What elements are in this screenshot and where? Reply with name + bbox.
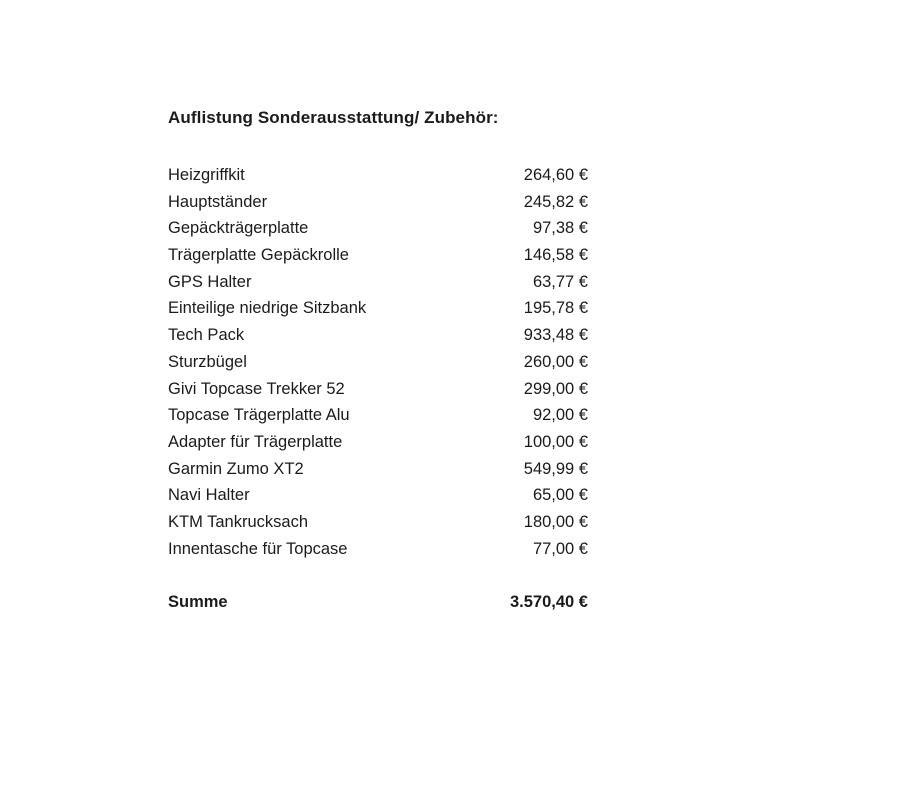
item-amount: 260,00 € [523, 352, 588, 371]
item-label: Trägerplatte Gepäckrolle [168, 246, 349, 265]
total-row [168, 593, 588, 612]
list-item [168, 460, 588, 487]
list-item [168, 433, 588, 460]
item-label: Einteilige niedrige Sitzbank [168, 299, 367, 318]
item-amount: 77,00 € [532, 539, 588, 558]
item-amount: 264,60 € [523, 166, 588, 184]
item-label: Innentasche für Topcase [168, 539, 348, 558]
list-item [168, 380, 588, 407]
item-label: Sturzbügel [168, 352, 247, 371]
accessory-items-list [168, 166, 588, 566]
item-amount: 549,99 € [523, 459, 588, 478]
item-amount: 933,48 € [523, 326, 588, 345]
list-item [168, 166, 588, 193]
list-item [168, 513, 588, 540]
list-item [168, 273, 588, 300]
item-amount: 146,58 € [523, 246, 588, 265]
list-item [168, 353, 588, 380]
item-label: Garmin Zumo XT2 [168, 459, 304, 478]
item-amount: 245,82 € [523, 192, 588, 211]
item-label: Adapter für Trägerplatte [168, 432, 343, 451]
item-amount: 100,00 € [523, 432, 588, 451]
total-amount: 3.570,40 € [510, 593, 588, 612]
list-item [168, 540, 588, 567]
item-label: Hauptständer [168, 192, 268, 211]
total-label: Summe [168, 593, 228, 612]
list-item [168, 193, 588, 220]
list-item [168, 486, 588, 513]
item-amount: 299,00 € [523, 379, 588, 398]
item-amount: 63,77 € [532, 272, 588, 291]
item-label: Topcase Trägerplatte Alu [168, 406, 350, 425]
item-amount: 195,78 € [523, 299, 588, 318]
page-title: Auflistung Sonderausstattung/ Zubehör: [168, 108, 499, 127]
item-label: GPS Halter [168, 272, 252, 291]
item-amount: 97,38 € [532, 219, 588, 238]
list-item [168, 246, 588, 273]
item-amount: 65,00 € [532, 486, 588, 505]
item-amount: 180,00 € [523, 512, 588, 531]
item-label: Tech Pack [168, 326, 245, 345]
item-label: Gepäckträgerplatte [168, 219, 309, 238]
list-item [168, 326, 588, 353]
item-label: Heizgriffkit [168, 166, 245, 184]
list-item [168, 299, 588, 326]
item-amount: 92,00 € [532, 406, 588, 425]
list-item [168, 219, 588, 246]
item-label: Navi Halter [168, 486, 250, 505]
item-label: KTM Tankrucksach [168, 512, 308, 531]
list-item [168, 406, 588, 433]
item-label: Givi Topcase Trekker 52 [168, 379, 345, 398]
accessory-list-document [168, 108, 588, 612]
